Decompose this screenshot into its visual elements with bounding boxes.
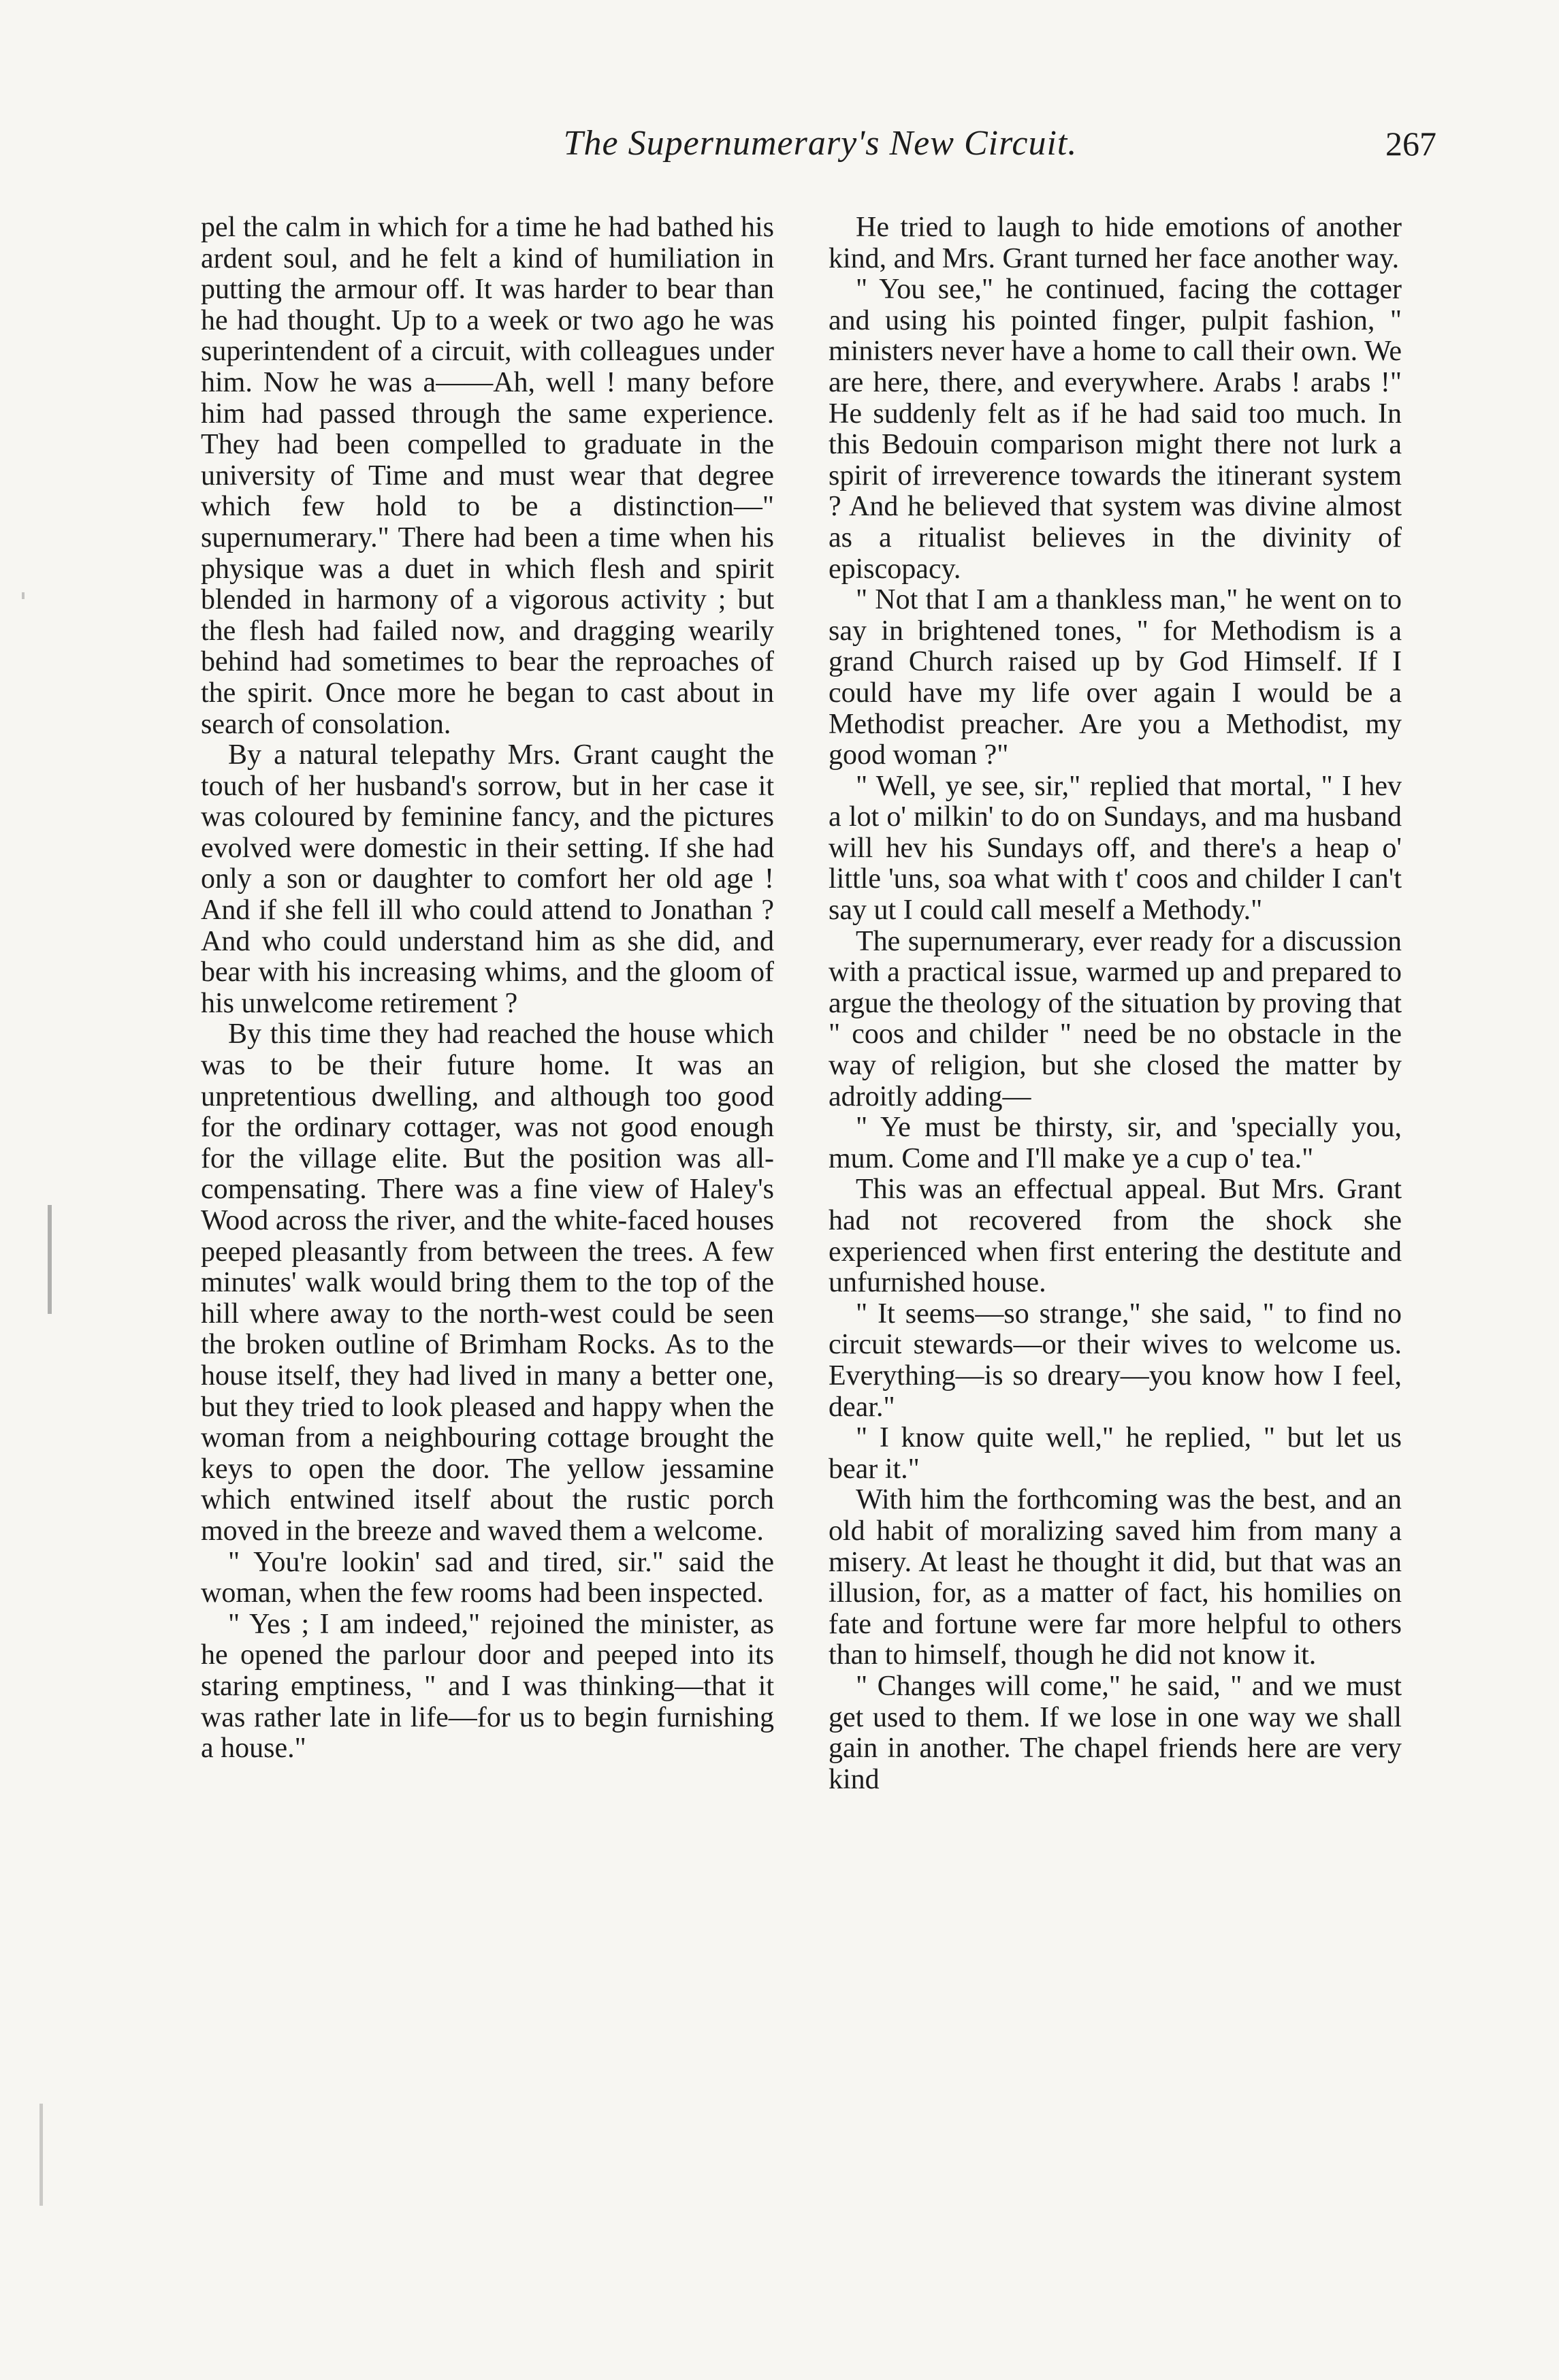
running-head <box>204 120 1436 167</box>
paragraph: " You see," he continued, facing the cottager and using his pointed finger, pulpit fashion, " ministers never have a home to call their own. We are here, there, and everywhere. Arabs ! arabs !" He suddenly felt as if he had said too much. In this Bedouin comparison might there not lurk a spirit of irreverence towards the itinerant system ? And he believed that system was divine almost as a ritualist believes in the divinity of episcopacy. <box>829 274 1402 585</box>
paragraph: He tried to laugh to hide emotions of another kind, and Mrs. Grant turned her face another way. <box>829 212 1402 274</box>
scan-mark <box>39 2104 43 2206</box>
paragraph: " Not that I am a thankless man," he went on to say in brightened tones, " for Methodism is a grand Church raised up by God Himself. If I could have my life over again I would be a Methodist preacher. Are you a Methodist, my good woman ?" <box>829 584 1402 771</box>
scan-mark <box>22 592 25 599</box>
paragraph: This was an effectual appeal. But Mrs. Grant had not recovered from the shock she experienced when first entering the destitute and unfurnished house. <box>829 1174 1402 1299</box>
paragraph: With him the forthcoming was the best, and an old habit of moralizing saved him from many a misery. At least he thought it did, but that was an illusion, for, as a matter of fact, his homilies on fate and fortune were far more helpful to others than to himself, though he did not know it. <box>829 1484 1402 1671</box>
left-column <box>201 212 774 1765</box>
paragraph: " I know quite well," he replied, " but let us bear it." <box>829 1422 1402 1485</box>
scan-mark <box>48 1205 52 1314</box>
paragraph: By a natural telepathy Mrs. Grant caught the touch of her husband's sorrow, but in her case it was coloured by feminine fancy, and the pictures evolved were domestic in their setting. If she had only a son or daughter to comfort her old age ! And if she fell ill who could attend to Jonathan ? And who could understand him as she did, and bear with his increasing whims, and the gloom of his unwelcome retirement ? <box>201 739 774 1019</box>
page-number: 267 <box>1385 125 1436 163</box>
paragraph: " Yes ; I am indeed," rejoined the minister, as he opened the parlour door and peeped into its staring emptiness, " and I was thinking—that it was rather late in life—for us to begin furnishing a house." <box>201 1608 774 1765</box>
paragraph: " Ye must be thirsty, sir, and 'specially you, mum. Come and I'll make ye a cup o' tea." <box>829 1112 1402 1174</box>
paragraph: " Changes will come," he said, " and we must get used to them. If we lose in one way we shall gain in another. The chapel friends here are very kind <box>829 1670 1402 1795</box>
running-title: The Supernumerary's New Circuit. <box>563 124 1078 163</box>
paragraph: pel the calm in which for a time he had bathed his ardent soul, and he felt a kind of humiliation in putting the armour off. It was harder to bear than he had thought. Up to a week or two ago he was superintendent of a circuit, with colleagues under him. Now he was a——Ah, well ! many before him had passed through the same experience. They had been compelled to graduate in the university of Time and must wear that degree which few hold to be a distinction—" supernumerary." There had been a time when his physique was a duet in which flesh and spirit blended in harmony of a vigorous activity ; but the flesh had failed now, and dragging wearily behind had sometimes to bear the reproaches of the spirit. Once more he began to cast about in search of consolation. <box>201 212 774 740</box>
paragraph: The supernumerary, ever ready for a discussion with a practical issue, warmed up and prepared to argue the theology of the situation by proving that " coos and childer " need be no obstacle in the way of religion, but she closed the matter by adroitly adding— <box>829 925 1402 1112</box>
right-column <box>829 212 1402 1795</box>
paragraph: " Well, ye see, sir," replied that mortal, " I hev a lot o' milkin' to do on Sundays, and ma husband will hev his Sundays off, and there's a heap o' little 'uns, soa what with t' coos and childer I can't say ut I could call meself a Methody." <box>829 770 1402 927</box>
paragraph: " You're lookin' sad and tired, sir." said the woman, when the few rooms had been inspected. <box>201 1546 774 1609</box>
paragraph: By this time they had reached the house which was to be their future home. It was an unpretentious dwelling, and although too good for the ordinary cottager, was not good enough for the village elite. But the position was all-compensating. There was a fine view of Haley's Wood across the river, and the white-faced houses peeped pleasantly from between the trees. A few minutes' walk would bring them to the top of the hill where away to the north-west could be seen the broken outline of Brimham Rocks. As to the house itself, they had lived in many a better one, but they tried to look pleased and happy when the woman from a neighbouring cottage brought the keys to open the door. The yellow jessamine which entwined itself about the rustic porch moved in the breeze and waved them a welcome. <box>201 1018 774 1547</box>
paragraph: " It seems—so strange," she said, " to find no circuit stewards—or their wives to welcome us. Everything—is so dreary—you know how I feel, dear." <box>829 1298 1402 1423</box>
